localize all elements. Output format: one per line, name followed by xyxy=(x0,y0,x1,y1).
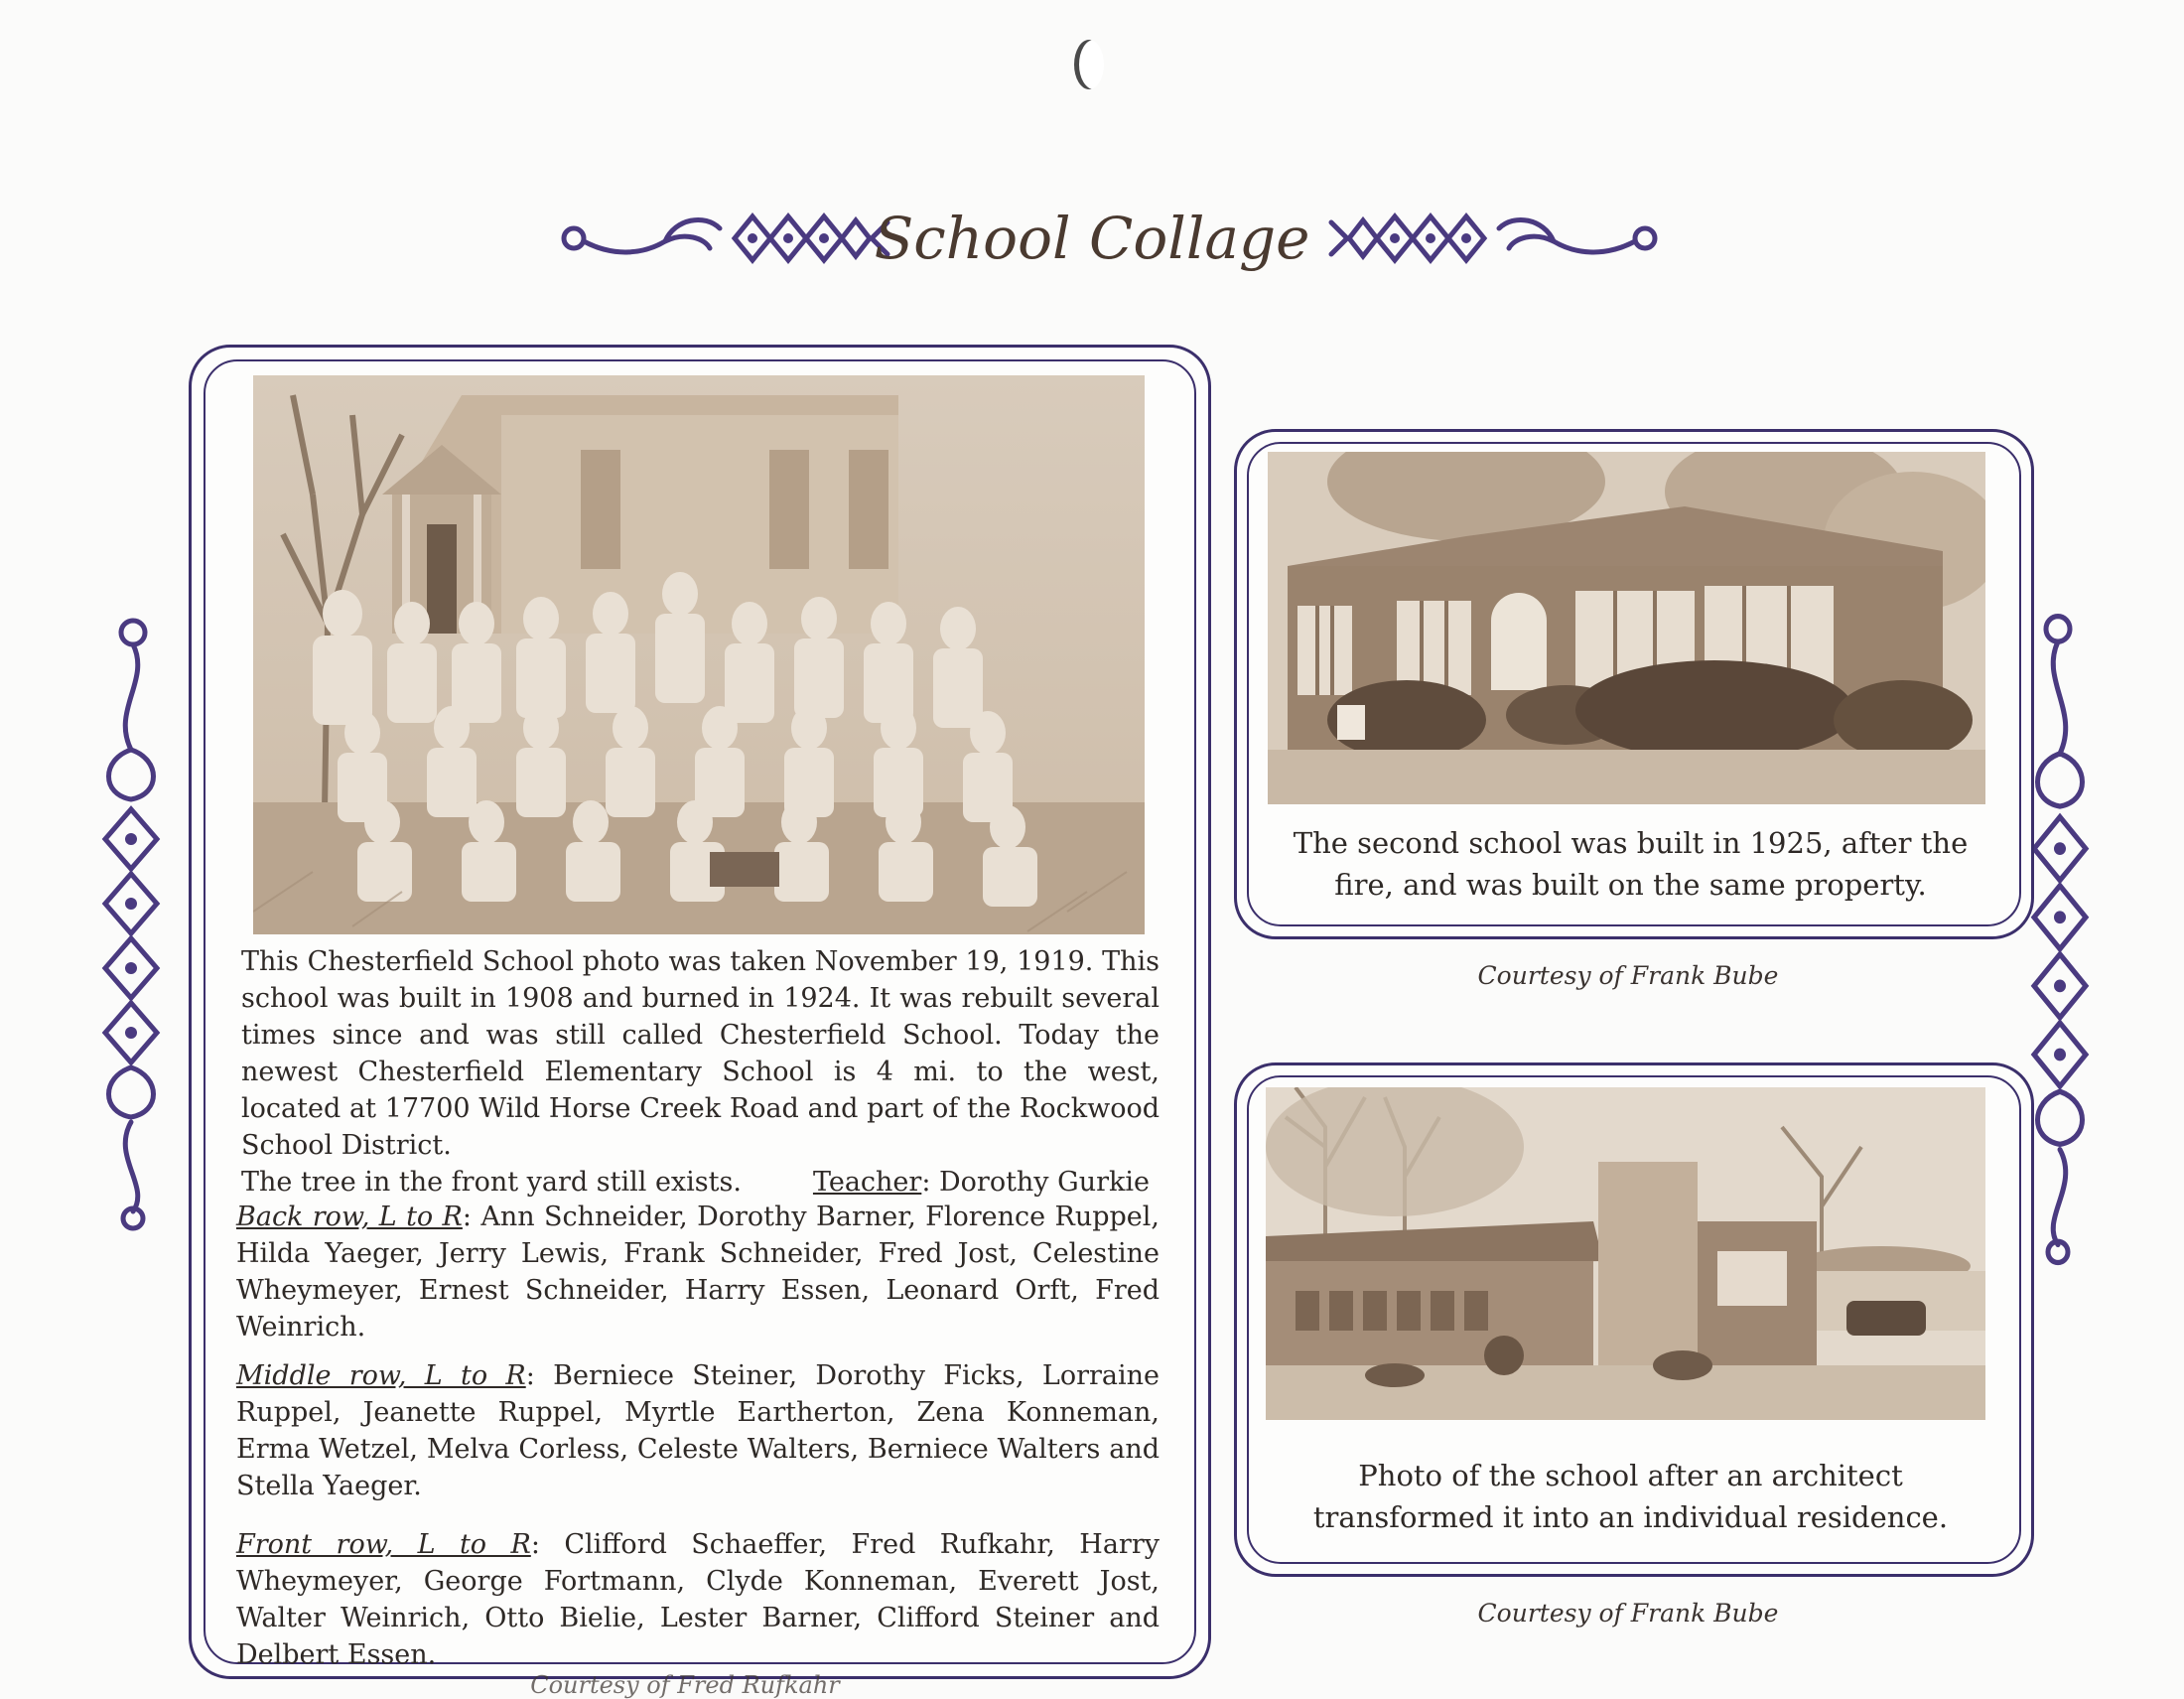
second-school-courtesy: Courtesy of Frank Bube xyxy=(1477,961,1779,990)
class-photo-1919 xyxy=(253,375,1145,934)
main-photo-courtesy: Courtesy of Fred Rufkahr xyxy=(530,1671,840,1699)
front-row-list: : Clifford Schaeffer, Fred Rufkahr, Harry Wheymeyer, George Fortmann, Clyde Konneman, Everett Jost, Walter Weinrich, Otto Bielie, Lester Barner, Clifford Steiner and Delbert Essen. xyxy=(236,1529,1160,1670)
main-photo-caption xyxy=(241,943,1160,1201)
second-school-caption: The second school was built in 1925, after the fire, and was built on the same property. xyxy=(1293,826,1969,902)
side-ornament-left-icon xyxy=(91,611,171,1236)
residence-courtesy: Courtesy of Frank Bube xyxy=(1477,1599,1779,1628)
middle-row-label: Middle row, L to R xyxy=(236,1360,526,1391)
teacher-line xyxy=(241,1164,1160,1201)
front-row-names xyxy=(236,1526,1160,1673)
student-rows xyxy=(236,1199,1160,1685)
residence-photo xyxy=(1266,1087,1985,1420)
back-row-label: Back row, L to R xyxy=(236,1202,463,1232)
title-ornament-left-icon xyxy=(556,204,893,273)
back-row-names xyxy=(236,1199,1160,1345)
middle-row-names xyxy=(236,1357,1160,1504)
middle-row-list: : Berniece Steiner, Dorothy Ficks, Lorraine Ruppel, Jeanette Ruppel, Myrtle Eartherton, Zena Konneman, Erma Wetzel, Melva Corless, Celeste Walters, Berniece Walters and Stella Yaeger. xyxy=(236,1360,1160,1501)
caption-paragraph: This Chesterfield School photo was taken November 19, 1919. This school was built in 1908 and burned in 1924. It was rebuilt several times since and was still called Chesterfield School. Today the newest Chesterfield Elementary School is 4 mi. to the west, located at 17700 Wild Horse Creek Road and part of the Rockwood School District. xyxy=(241,946,1160,1161)
second-school-photo xyxy=(1268,452,1985,804)
front-row-label: Front row, L to R xyxy=(236,1529,531,1560)
binder-hole-icon xyxy=(1074,40,1104,89)
residence-caption: Photo of the school after an architect transformed it into an individual residence. xyxy=(1312,1459,1949,1534)
teacher-name: : Dorothy Gurkie xyxy=(921,1167,1150,1198)
teacher-label: Teacher xyxy=(812,1167,922,1198)
teacher-credit xyxy=(813,1164,1150,1201)
title-ornament-right-icon xyxy=(1325,204,1663,273)
tree-note: The tree in the front yard still exists. xyxy=(241,1167,742,1198)
page-title: School Collage xyxy=(874,205,1310,272)
back-row-list: : Ann Schneider, Dorothy Barner, Florence Ruppel, Hilda Yaeger, Jerry Lewis, Frank Schneider, Fred Jost, Celestine Wheymeyer, Ernest Schneider, Harry Essen, Leonard Orft, Fred Weinrich. xyxy=(236,1202,1160,1343)
